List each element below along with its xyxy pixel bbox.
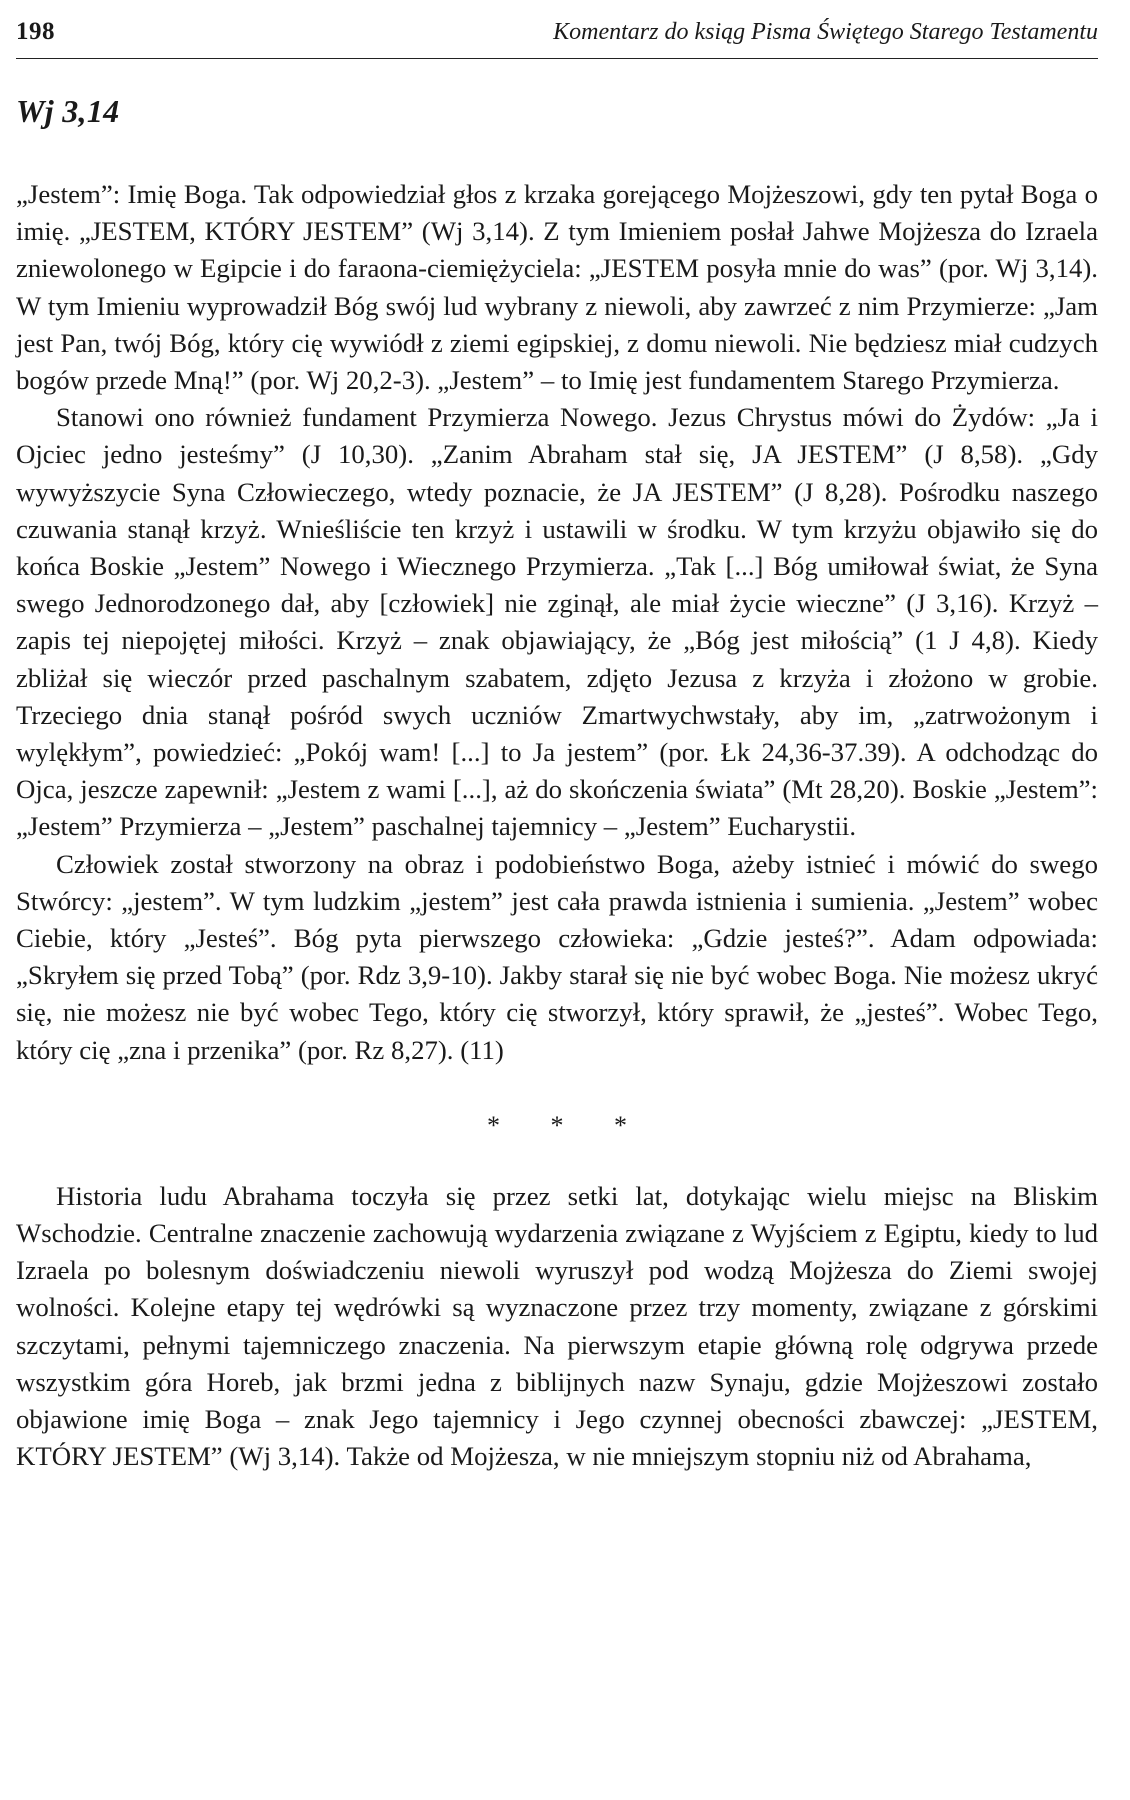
section-separator: * * * bbox=[487, 1110, 649, 1140]
book-title: Komentarz do ksiąg Pisma Świętego Starego Testamentu bbox=[553, 19, 1098, 45]
section-heading: Wj 3,14 bbox=[16, 93, 120, 129]
running-header bbox=[16, 18, 1098, 59]
page-body bbox=[16, 176, 1098, 1476]
closing-paragraph: Historia ludu Abrahama toczyła się przez setki lat, dotykając wielu miejsc na Bliskim Wschodzie. Centralne znaczenie zachowują wydarzenia związane z Wyjściem z Egiptu, kiedy to lud Izraela po bolesnym doświadczeniu niewoli wyruszył pod wodzą Mojżesza do Ziemi swojej wolności. Kolejne etapy tej wędrówki są wyznaczone przez trzy momenty, związane z górskimi szczytami, pełnymi tajemniczego znaczenia. Na pierwszym etapie główną rolę odgrywa przede wszystkim góra Horeb, jak brzmi jedna z biblijnych nazw Synaju, gdzie Mojżeszowi zostało objawione imię Boga – znak Jego tajemnicy i Jego czynnej obecności zbawczej: „JESTEM, KTÓRY JESTEM” (Wj 3,14). Także od Mojżesza, w nie mniejszym stopniu niż od Abrahama, bbox=[16, 1180, 1098, 1472]
page-number: 198 bbox=[16, 18, 55, 45]
paragraph-1: „Jestem”: Imię Boga. Tak odpowiedział głos z krzaka gorejącego Mojżeszowi, gdy ten pytał Boga o imię. „JESTEM, KTÓRY JESTEM” (Wj 3,14). Z tym Imieniem posłał Jahwe Mojżesza do Izraela zniewolonego w Egipcie i do faraona-ciemiężyciela: „JESTEM posyła mnie do was” (por. Wj 3,14). W tym Imieniu wyprowadził Bóg swój lud wybrany z niewoli, aby zawrzeć z nim Przymierze: „Jam jest Pan, twój Bóg, który cię wywiódł z ziemi egipskiej, z domu niewoli. Nie będziesz miał cudzych bogów przede Mną!” (por. Wj 20,2-3). „Jestem” – to Imię jest fundamentem Starego Przymierza. bbox=[16, 179, 1098, 396]
paragraph-3: Człowiek został stworzony na obraz i podobieństwo Boga, ażeby istnieć i mówić do swego Stwórcy: „jestem”. W tym ludzkim „jestem” jest cała prawda istnienia i sumienia. „Jestem” wobec Ciebie, który „Jesteś”. Bóg pyta pierwszego człowieka: „Gdzie jesteś?”. Adam odpowiada: „Skryłem się przed Tobą” (por. Rdz 3,9-10). Jakby starał się nie być wobec Boga. Nie możesz ukryć się, nie możesz nie być wobec Tego, który cię stworzył, który sprawił, że „jesteś”. Wobec Tego, który cię „zna i przenika” (por. Rz 8,27). (11) bbox=[16, 848, 1098, 1065]
paragraph-2: Stanowi ono również fundament Przymierza Nowego. Jezus Chrystus mówi do Żydów: „Ja i Ojciec jedno jesteśmy” (J 10,30). „Zanim Abraham stał się, JA JESTEM” (J 8,58). „Gdy wywyższycie Syna Człowieczego, wtedy poznacie, że JA JESTEM” (J 8,28). Pośrodku naszego czuwania stanął krzyż. Wnieśliście ten krzyż i ustawili w środku. W tym krzyżu objawiło się do końca Boskie „Jestem” Nowego i Wiecznego Przymierza. „Tak [...] Bóg umiłował świat, że Syna swego Jednorodzonego dał, aby [człowiek] nie zginął, ale miał życie wieczne” (J 3,16). Krzyż – zapis tej niepojętej miłości. Krzyż – znak objawiający, że „Bóg jest miłością” (1 J 4,8). Kiedy zbliżał się wieczór przed paschalnym szabatem, zdjęto Jezusa z krzyża i złożono w grobie. Trzeciego dnia stanął pośród swych uczniów Zmartwychwstały, aby im, „zatrwożonym i wylękłym”, powiedzieć: „Pokój wam! [...] to Ja jestem” (por. Łk 24,36-37.39). A odchodząc do Ojca, jeszcze zapewnił: „Jestem z wami [...], aż do skończenia świata” (Mt 28,20). Boskie „Jestem”: „Jestem” Przymierza – „Jestem” paschalnej tajemnicy – „Jestem” Eucharystii. bbox=[16, 402, 1098, 842]
